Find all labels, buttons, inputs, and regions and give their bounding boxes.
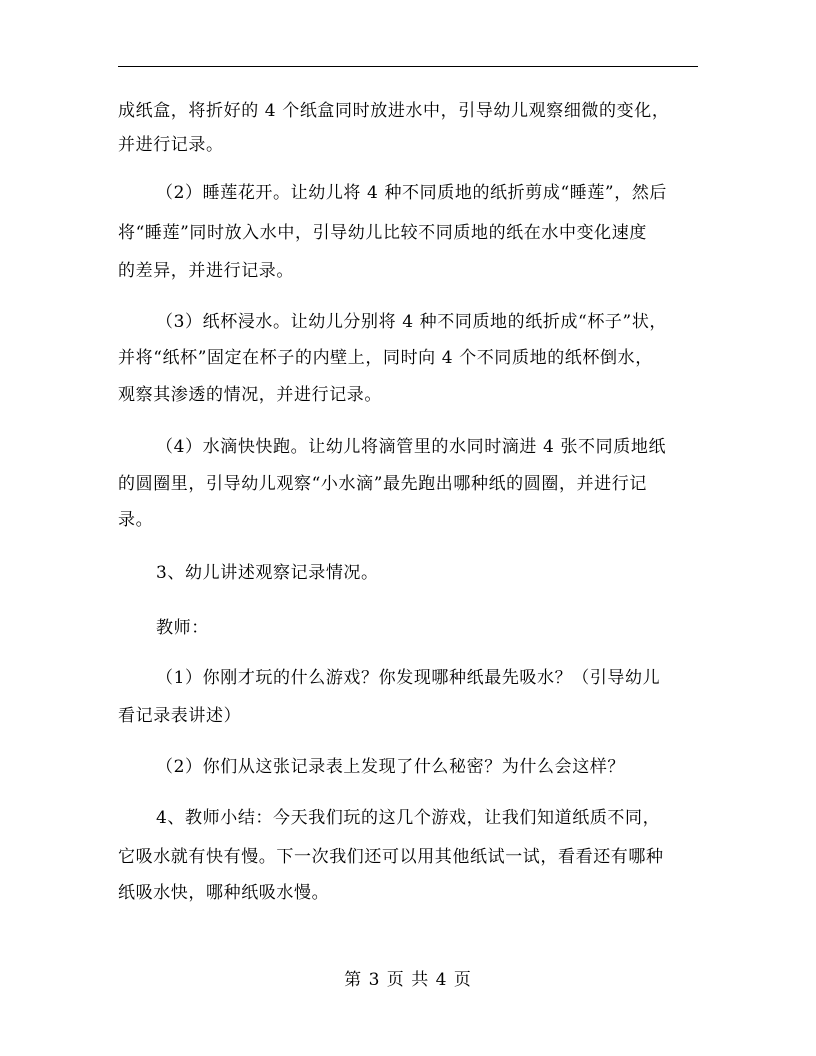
paragraph-line: 的差异，并进行记录。 bbox=[118, 261, 294, 281]
paragraph-line: 成纸盒，将折好的 4 个纸盒同时放进水中，引导幼儿观察细微的变化， bbox=[118, 101, 670, 121]
paragraph-line: 并将“纸杯”固定在杯子的内壁上，同时向 4 个不同质地的纸杯倒水， bbox=[118, 348, 653, 368]
paragraph-line: （2）你们从这张记录表上发现了什么秘密？为什么会这样？ bbox=[156, 757, 626, 777]
section-heading: 4、教师小结：今天我们玩的这几个游戏，让我们知道纸质不同， bbox=[156, 808, 661, 828]
paragraph-line: （3）纸杯浸水。让幼儿分别将 4 种不同质地的纸折成“杯子”状， bbox=[156, 312, 668, 332]
paragraph-line: 它吸水就有快有慢。下一次我们还可以用其他纸试一试，看看还有哪种 bbox=[118, 847, 664, 867]
paragraph-line: 教师： bbox=[156, 618, 209, 638]
paragraph-line: 录。 bbox=[118, 510, 154, 530]
paragraph-line: （2）睡莲花开。让幼儿将 4 种不同质地的纸折剪成“睡莲”，然后 bbox=[156, 183, 668, 203]
paragraph-line: （4）水滴快快跑。让幼儿将滴管里的水同时滴进 4 张不同质地纸 bbox=[156, 437, 667, 457]
section-heading: 3、幼儿讲述观察记录情况。 bbox=[156, 563, 379, 583]
paragraph-line: 的圆圈里，引导幼儿观察“小水滴”最先跑出哪种纸的圆圈，并进行记 bbox=[118, 474, 647, 494]
page-number-footer: 第 3 页 共 4 页 bbox=[344, 970, 472, 990]
paragraph-line: 看记录表讲述） bbox=[118, 706, 242, 726]
header-rule bbox=[118, 66, 698, 67]
paragraph-line: 并进行记录。 bbox=[118, 135, 224, 155]
paragraph-line: 纸吸水快，哪种纸吸水慢。 bbox=[118, 883, 330, 903]
paragraph-line: 观察其渗透的情况，并进行记录。 bbox=[118, 385, 382, 405]
paragraph-line: （1）你刚才玩的什么游戏？你发现哪种纸最先吸水？（引导幼儿 bbox=[156, 668, 661, 688]
paragraph-line: 将“睡莲”同时放入水中，引导幼儿比较不同质地的纸在水中变化速度 bbox=[118, 223, 647, 243]
